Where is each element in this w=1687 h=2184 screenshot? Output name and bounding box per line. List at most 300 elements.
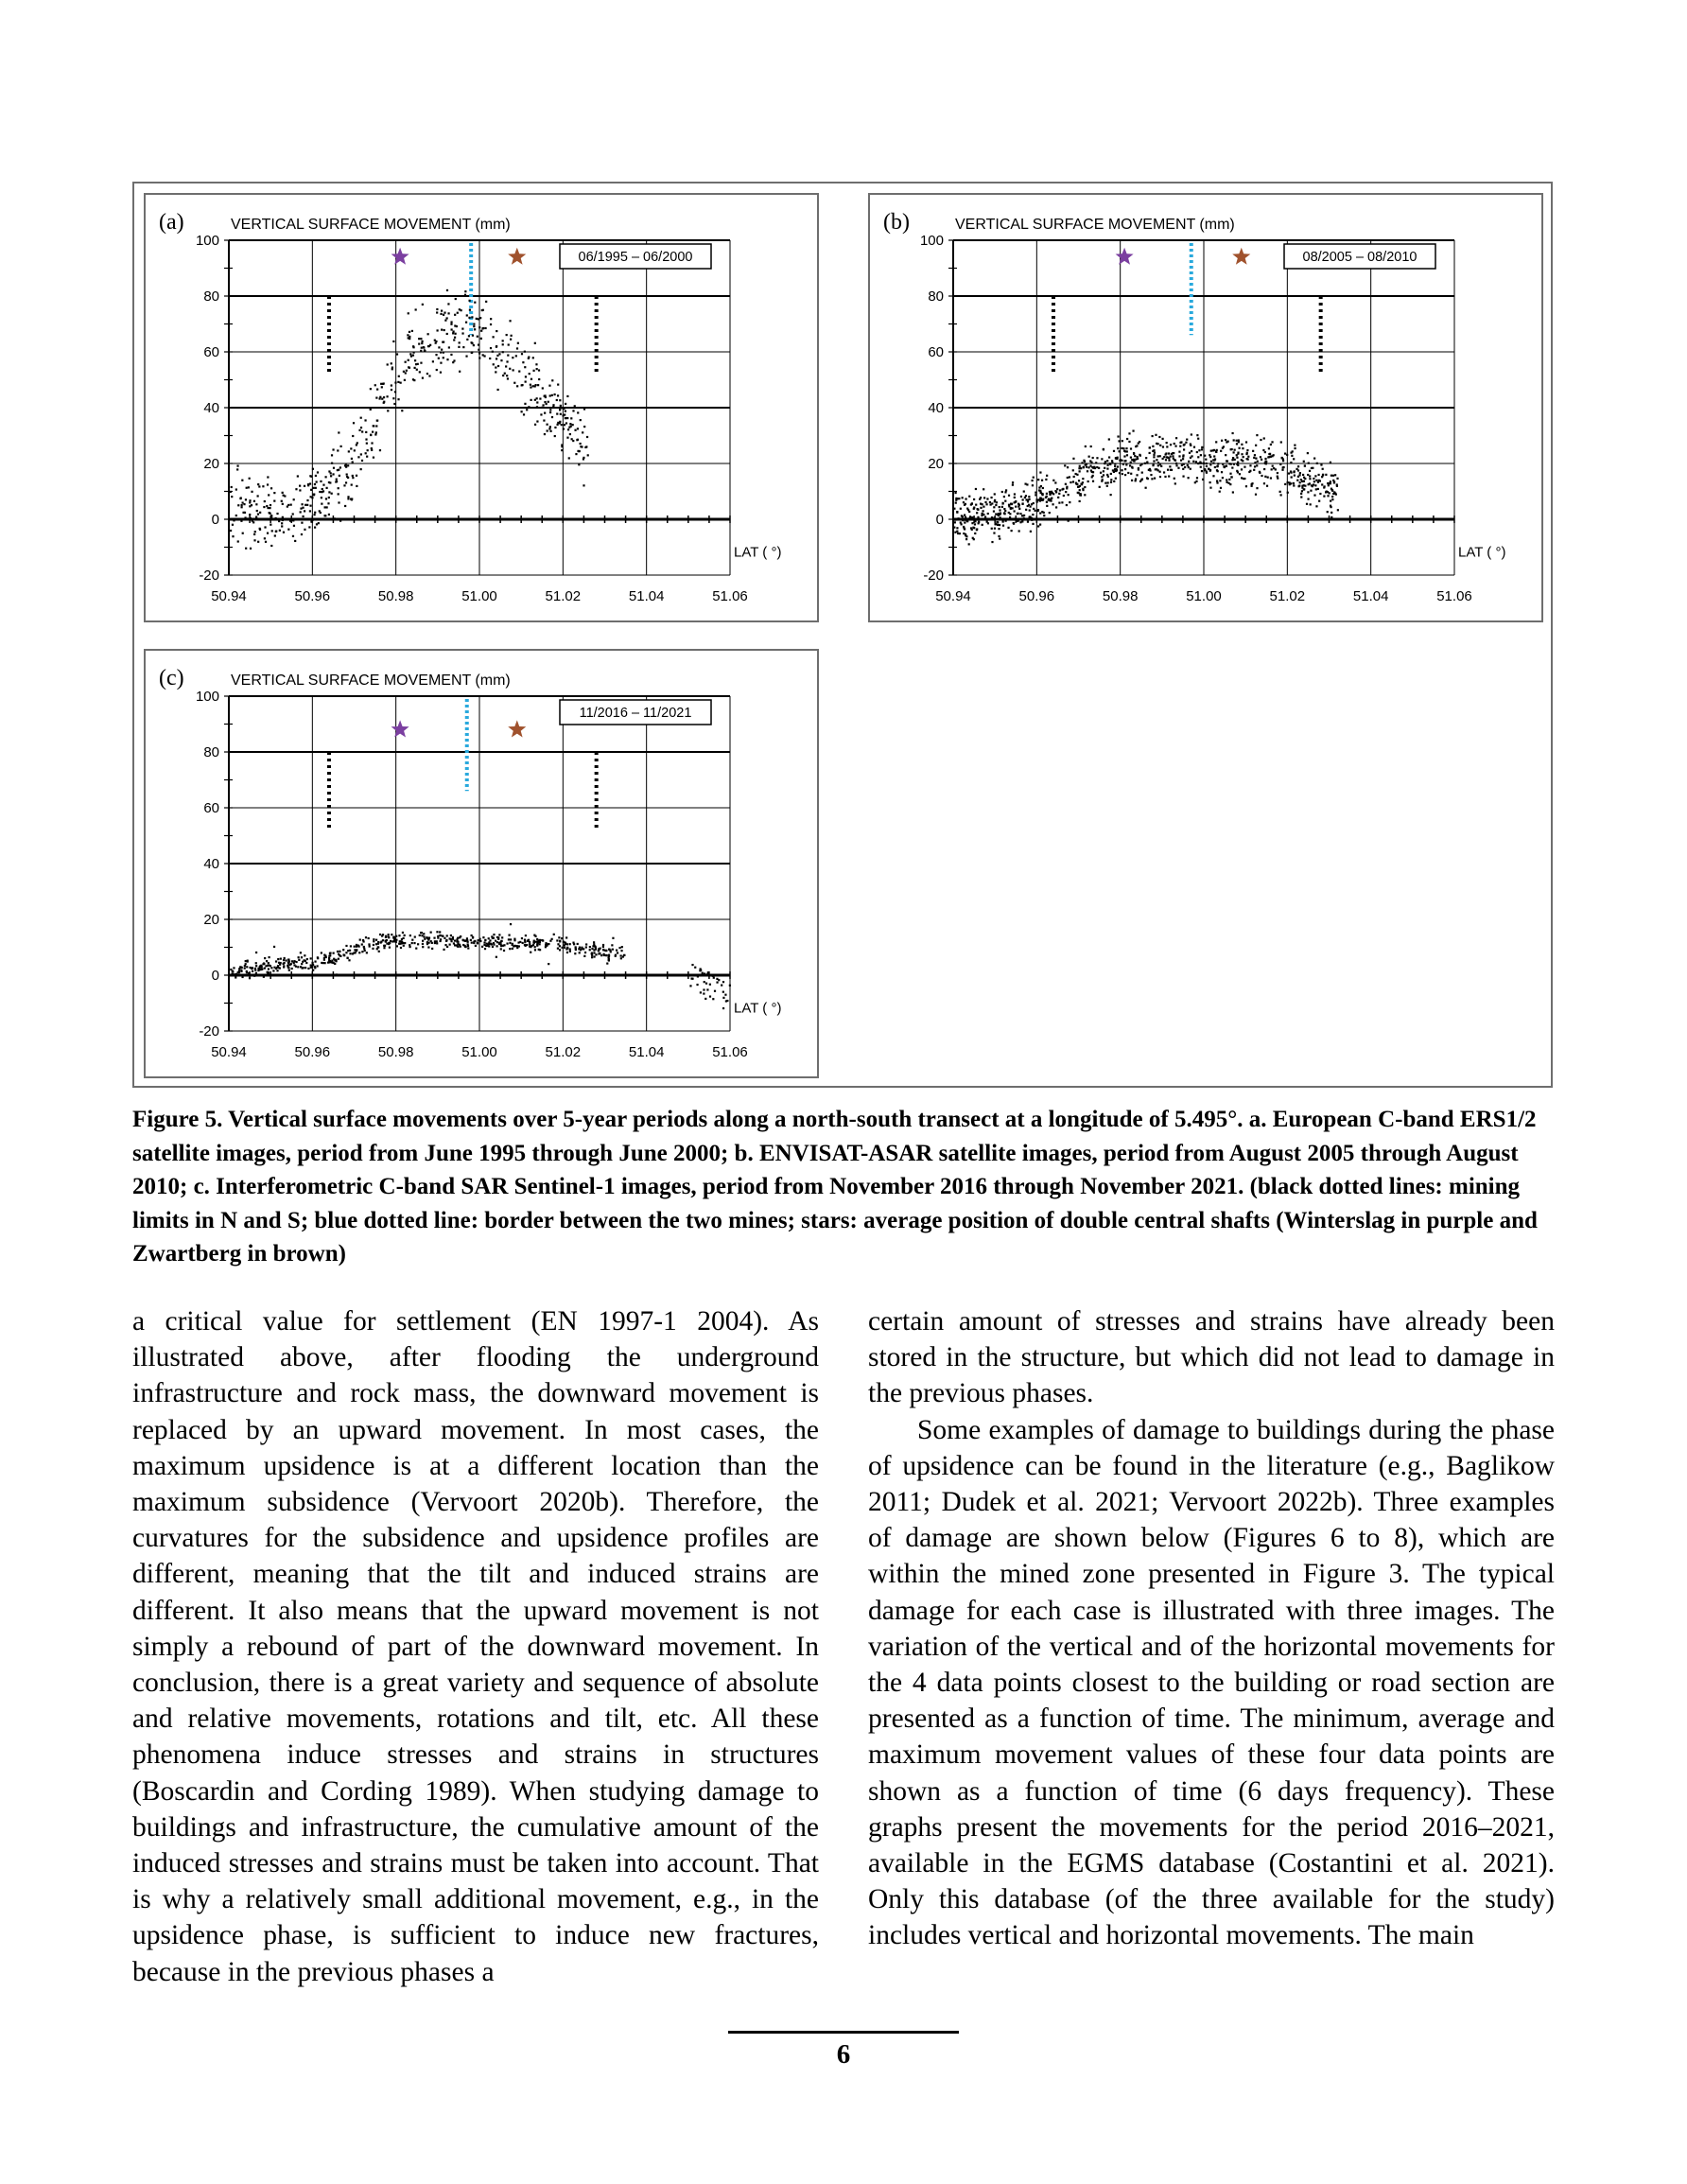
data-point [516, 347, 518, 349]
data-point [268, 968, 270, 970]
data-point [527, 940, 529, 942]
data-point [350, 945, 352, 947]
data-point [1139, 480, 1141, 482]
data-point [691, 978, 693, 980]
chart-panel-c [144, 649, 819, 1078]
data-point [524, 939, 526, 941]
data-point [1226, 465, 1227, 467]
data-point [496, 358, 497, 359]
data-point [980, 503, 982, 505]
data-point [1119, 450, 1121, 452]
data-point [574, 429, 576, 431]
data-point [1029, 516, 1031, 518]
data-point [967, 509, 969, 511]
data-point [326, 506, 328, 508]
data-point [1129, 464, 1131, 466]
data-point [1010, 507, 1012, 509]
data-point [1260, 439, 1261, 441]
data-point [1299, 481, 1301, 483]
data-point [1174, 478, 1175, 480]
data-point [301, 522, 303, 524]
data-point [548, 401, 549, 403]
data-point [385, 936, 387, 938]
data-point [482, 309, 484, 311]
data-point [356, 485, 357, 487]
data-point [503, 950, 505, 952]
data-point [1228, 479, 1230, 480]
data-point [436, 311, 438, 313]
data-point [1244, 466, 1245, 468]
data-point [403, 937, 405, 939]
data-point [991, 528, 993, 530]
data-point [1287, 481, 1289, 483]
data-point [473, 323, 475, 325]
data-point [533, 942, 535, 944]
data-point [352, 475, 354, 477]
y-tick-label: 20 [928, 456, 944, 472]
y-tick-label: 80 [203, 288, 219, 305]
data-point [1209, 454, 1210, 456]
data-point [1149, 452, 1151, 454]
data-point [411, 330, 413, 332]
data-point [314, 483, 316, 485]
data-point [350, 447, 352, 449]
data-point [376, 419, 378, 421]
data-point [1109, 463, 1111, 464]
data-point [545, 944, 547, 946]
data-point [336, 973, 338, 975]
data-point [358, 429, 360, 431]
data-point [1219, 491, 1221, 493]
data-point [1192, 461, 1194, 463]
data-point [446, 289, 448, 291]
data-point [373, 457, 374, 459]
data-point [999, 514, 1000, 515]
data-point [976, 529, 978, 531]
data-point [1107, 476, 1109, 478]
data-point [1254, 454, 1256, 456]
data-point [380, 941, 382, 943]
data-point [964, 514, 965, 515]
data-point [300, 952, 302, 953]
page-number: 6 [836, 2039, 851, 2070]
data-point [559, 945, 561, 947]
data-point [404, 942, 406, 944]
data-point [466, 339, 468, 341]
data-point [270, 513, 271, 515]
chart-title: VERTICAL SURFACE MOVEMENT (mm) [231, 217, 511, 233]
data-point [1123, 460, 1125, 462]
data-point [452, 938, 454, 940]
data-point [1187, 464, 1189, 466]
data-point [1313, 478, 1314, 480]
data-point [1090, 469, 1092, 471]
data-point [1014, 497, 1016, 498]
data-point [363, 948, 365, 950]
data-point [1005, 520, 1007, 522]
data-point [1001, 491, 1003, 493]
data-point [1130, 447, 1132, 449]
data-point [255, 965, 257, 967]
data-point [401, 410, 403, 411]
data-point [489, 358, 491, 359]
data-point [1209, 487, 1211, 489]
data-point [348, 450, 350, 452]
data-point [987, 513, 989, 515]
data-point [1088, 456, 1090, 458]
data-point [558, 936, 560, 938]
data-point [365, 452, 367, 454]
data-point [1267, 477, 1269, 479]
data-point [1169, 465, 1171, 467]
data-point [440, 940, 442, 942]
data-point [1122, 440, 1123, 442]
data-point [292, 513, 294, 515]
x-tick-label: 51.00 [461, 1044, 497, 1060]
data-point [446, 317, 448, 319]
data-point [231, 486, 233, 488]
data-point [496, 355, 498, 357]
x-tick-label: 51.04 [628, 588, 665, 604]
data-point [408, 312, 409, 314]
data-point [483, 355, 485, 357]
data-point [559, 407, 561, 409]
data-point [371, 442, 373, 444]
data-point [345, 952, 347, 953]
data-point [1186, 439, 1188, 441]
data-point [1054, 481, 1056, 483]
data-point [1019, 513, 1021, 515]
data-point [1288, 472, 1290, 474]
data-point [1003, 496, 1005, 498]
data-point [1243, 456, 1244, 458]
data-point [419, 935, 421, 936]
data-point [963, 501, 965, 503]
data-point [1166, 446, 1168, 447]
data-point [270, 545, 272, 547]
data-point [546, 403, 548, 405]
data-point [1140, 463, 1142, 465]
data-point [1067, 477, 1069, 479]
data-point [512, 357, 513, 358]
data-point [1117, 457, 1119, 459]
data-point [583, 457, 584, 459]
data-point [440, 351, 442, 353]
data-point [1127, 472, 1129, 474]
data-point [359, 938, 361, 940]
data-point [294, 540, 296, 542]
data-point [446, 358, 448, 360]
data-point [1337, 509, 1339, 511]
data-point [293, 525, 295, 527]
panel-letter: (a) [159, 210, 184, 235]
data-point [525, 935, 527, 936]
data-point [252, 520, 253, 522]
data-point [387, 363, 389, 365]
data-point [529, 373, 530, 375]
data-point [473, 325, 475, 327]
data-point [307, 968, 309, 970]
data-point [572, 942, 574, 944]
data-point [1007, 527, 1009, 529]
data-point [440, 362, 442, 364]
data-point [1330, 512, 1332, 514]
data-point [569, 943, 571, 945]
data-point [1264, 461, 1266, 463]
data-point [1068, 494, 1070, 496]
chart-c-svg [146, 651, 817, 1076]
data-point [241, 976, 243, 978]
data-point [493, 336, 495, 338]
data-point [540, 413, 542, 415]
data-point [591, 948, 593, 950]
data-point [459, 341, 461, 343]
data-point [314, 967, 316, 969]
data-point [1147, 478, 1149, 480]
data-point [373, 425, 374, 427]
data-point [1031, 519, 1033, 521]
data-point [495, 366, 496, 368]
data-point [292, 535, 294, 537]
data-point [702, 972, 704, 974]
data-point [1319, 480, 1321, 481]
data-point [1330, 488, 1332, 490]
data-point [374, 433, 376, 435]
data-point [255, 952, 257, 953]
x-tick-label: 51.02 [1269, 588, 1306, 604]
data-point [502, 340, 504, 341]
data-point [995, 513, 997, 515]
data-point [1180, 441, 1182, 443]
data-point [1022, 502, 1024, 504]
data-point [1197, 463, 1199, 464]
data-point [1183, 463, 1185, 465]
data-point [1298, 485, 1300, 487]
data-point [1052, 480, 1054, 481]
data-point [536, 938, 538, 940]
data-point [299, 489, 301, 491]
data-point [289, 520, 291, 522]
data-point [300, 511, 302, 513]
data-point [509, 942, 511, 944]
data-point [391, 362, 392, 364]
data-point [1048, 498, 1050, 500]
data-point [574, 952, 576, 954]
data-point [542, 387, 544, 389]
data-point [501, 936, 503, 938]
data-point [1157, 443, 1158, 445]
data-point [561, 407, 563, 409]
data-point [280, 958, 282, 960]
data-point [365, 431, 367, 433]
data-point [1009, 516, 1011, 518]
data-point [583, 426, 585, 428]
data-point [457, 937, 459, 939]
data-point [1083, 460, 1085, 462]
data-point [998, 528, 1000, 530]
data-point [270, 524, 271, 526]
period-label: 06/1995 – 06/2000 [578, 250, 693, 265]
data-point [563, 941, 565, 943]
data-point [338, 431, 339, 433]
data-point [1024, 497, 1026, 498]
data-point [417, 943, 419, 945]
data-point [283, 532, 285, 533]
data-point [362, 940, 364, 942]
data-point [338, 501, 339, 503]
data-point [298, 956, 300, 958]
data-point [1182, 458, 1184, 460]
data-point [1173, 452, 1174, 454]
data-point [532, 370, 534, 372]
data-point [1159, 445, 1161, 446]
data-point [721, 985, 722, 987]
data-point [1293, 458, 1295, 460]
data-point [548, 428, 550, 429]
data-point [569, 433, 571, 435]
data-point [235, 488, 237, 490]
data-point [722, 991, 724, 993]
data-point [714, 990, 716, 992]
data-point [492, 351, 494, 353]
data-point [1164, 476, 1166, 478]
data-point [282, 492, 284, 494]
data-point [347, 498, 349, 499]
data-point [1028, 496, 1030, 498]
data-point [1174, 443, 1175, 445]
x-axis-label: LAT ( °) [734, 1000, 782, 1017]
x-tick-label: 51.04 [1352, 588, 1389, 604]
data-point [1128, 432, 1130, 434]
data-point [301, 533, 303, 535]
data-point [561, 947, 563, 949]
data-point [706, 973, 708, 975]
data-point [1114, 463, 1116, 464]
data-point [375, 943, 377, 945]
data-point [1089, 460, 1091, 462]
zwartberg-shaft-star [508, 248, 526, 265]
data-point [957, 517, 959, 519]
data-point [696, 984, 698, 986]
data-point [1112, 469, 1114, 471]
data-point [378, 397, 380, 399]
data-point [983, 506, 984, 508]
data-point [245, 960, 247, 962]
data-point [382, 383, 384, 385]
data-point [339, 520, 341, 522]
data-point [984, 515, 986, 517]
data-point [394, 391, 396, 393]
data-point [600, 954, 602, 956]
data-point [357, 945, 359, 947]
data-point [559, 940, 561, 942]
data-point [1149, 469, 1151, 471]
data-point [1209, 463, 1211, 465]
data-point [250, 517, 252, 519]
data-point [1106, 485, 1108, 487]
data-point [236, 468, 238, 470]
data-point [309, 505, 311, 507]
x-tick-label: 51.02 [545, 588, 582, 604]
data-point [1221, 471, 1223, 473]
data-point [530, 945, 532, 947]
data-point [273, 492, 275, 494]
data-point [245, 548, 247, 550]
data-point [431, 948, 433, 950]
data-point [467, 947, 469, 949]
data-point [1255, 445, 1257, 446]
data-point [1177, 467, 1179, 469]
data-point [1310, 503, 1312, 505]
data-point [521, 353, 523, 355]
data-point [273, 500, 275, 502]
data-point [282, 516, 284, 518]
data-point [281, 525, 283, 527]
data-point [372, 431, 374, 433]
data-point [1280, 494, 1282, 496]
data-point [321, 962, 322, 964]
data-point [267, 965, 269, 967]
data-point [1270, 477, 1272, 479]
data-point [1327, 482, 1329, 484]
data-point [595, 946, 597, 948]
data-point [385, 940, 387, 942]
data-point [435, 342, 437, 344]
data-point [312, 468, 314, 470]
y-tick-label: -20 [199, 1023, 219, 1040]
data-point [591, 952, 593, 954]
data-point [375, 431, 377, 433]
data-point [295, 488, 297, 490]
data-point [1014, 517, 1016, 519]
data-point [1154, 452, 1156, 454]
data-point [517, 342, 519, 344]
data-point [253, 533, 255, 535]
winterslag-shaft-star [1116, 248, 1134, 265]
data-point [519, 941, 521, 943]
data-point [1317, 488, 1319, 490]
data-point [587, 454, 589, 456]
data-point [729, 985, 731, 987]
data-point [1264, 463, 1266, 464]
data-point [956, 527, 958, 529]
data-point [420, 350, 422, 352]
x-axis-label: LAT ( °) [734, 544, 782, 561]
data-point [357, 456, 359, 458]
y-tick-label: 20 [203, 912, 219, 928]
data-point [247, 517, 249, 519]
data-point [1213, 455, 1215, 457]
data-point [256, 510, 258, 512]
data-point [490, 347, 492, 349]
data-point [544, 412, 546, 414]
data-point [248, 486, 250, 488]
data-point [1155, 468, 1157, 470]
data-point [1315, 480, 1317, 481]
data-point [1204, 469, 1206, 471]
data-point [986, 521, 988, 523]
text-column-right [868, 1303, 1555, 1954]
data-point [1319, 493, 1321, 495]
data-point [994, 499, 996, 501]
data-point [311, 962, 313, 964]
data-point [535, 363, 537, 365]
data-point [1241, 453, 1243, 455]
data-point [506, 942, 508, 944]
data-point [1124, 474, 1126, 476]
data-point [965, 518, 967, 520]
data-point [1179, 446, 1181, 447]
